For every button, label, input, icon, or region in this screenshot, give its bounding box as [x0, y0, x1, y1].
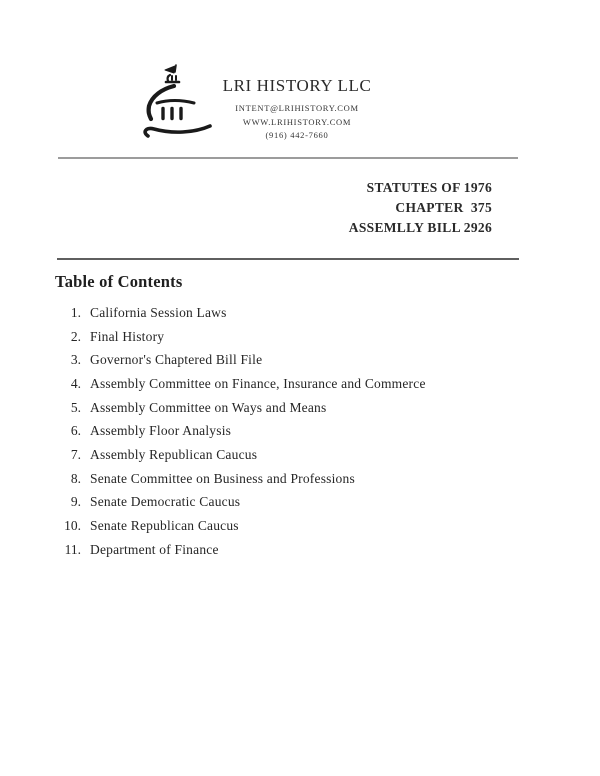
toc-item-title: California Session Laws	[90, 304, 227, 320]
company-name: LRI HISTORY LLC	[222, 76, 372, 95]
toc-item	[0, 491, 600, 515]
chapter-line: CHAPTER 375	[395, 200, 492, 215]
toc-item-number: 5.	[70, 399, 81, 415]
toc-item-title: Senate Republican Caucus	[90, 518, 239, 534]
toc-item	[0, 301, 600, 325]
bill-reference-block	[349, 178, 492, 238]
toc-item-number: 3.	[70, 352, 81, 368]
company-phone: (916) 442-7660	[265, 130, 329, 140]
toc-item-number: 4.	[70, 375, 81, 391]
toc-item	[0, 325, 600, 349]
toc-item	[0, 514, 600, 538]
toc-item-number: 11.	[64, 541, 81, 557]
toc-item-number: 2.	[70, 328, 81, 344]
toc-item-title: Senate Committee on Business and Professions	[90, 470, 355, 486]
company-email: INTENT@LRIHISTORY.COM	[235, 103, 359, 113]
toc-item-number: 8.	[70, 470, 81, 486]
toc-item-number: 9.	[70, 494, 81, 510]
toc-item	[0, 538, 600, 562]
toc-item-title: Final History	[90, 328, 165, 344]
toc-item-title: Assembly Committee on Ways and Means	[90, 399, 327, 415]
toc-item-title: Senate Democratic Caucus	[90, 494, 241, 510]
reference-divider	[57, 258, 519, 260]
toc-item-number: 10.	[64, 518, 81, 534]
toc-item-title: Governor's Chaptered Bill File	[90, 352, 263, 368]
letterhead-text	[147, 76, 447, 143]
toc-item-number: 7.	[70, 446, 81, 462]
company-website: WWW.LRIHISTORY.COM	[242, 116, 352, 127]
toc-item-number: 6.	[70, 423, 81, 439]
toc-item	[0, 467, 600, 491]
toc-item	[0, 443, 600, 467]
statutes-line: STATUTES OF 1976	[366, 180, 492, 195]
header-divider	[58, 157, 518, 159]
toc-heading: Table of Contents	[55, 272, 183, 291]
assembly-bill-line: ASSEMLLY BILL 2926	[348, 220, 492, 235]
toc-item-title: Assembly Republican Caucus	[90, 446, 258, 462]
toc-item-title: Assembly Committee on Finance, Insurance and Commerce	[90, 375, 426, 391]
toc-item-number: 1.	[70, 304, 81, 320]
toc-item-title: Assembly Floor Analysis	[90, 423, 232, 439]
toc-item	[0, 419, 600, 443]
toc-item	[0, 348, 600, 372]
toc-item	[0, 396, 600, 420]
toc-item-title: Department of Finance	[90, 541, 219, 557]
toc-item	[0, 372, 600, 396]
toc-list	[0, 301, 600, 562]
